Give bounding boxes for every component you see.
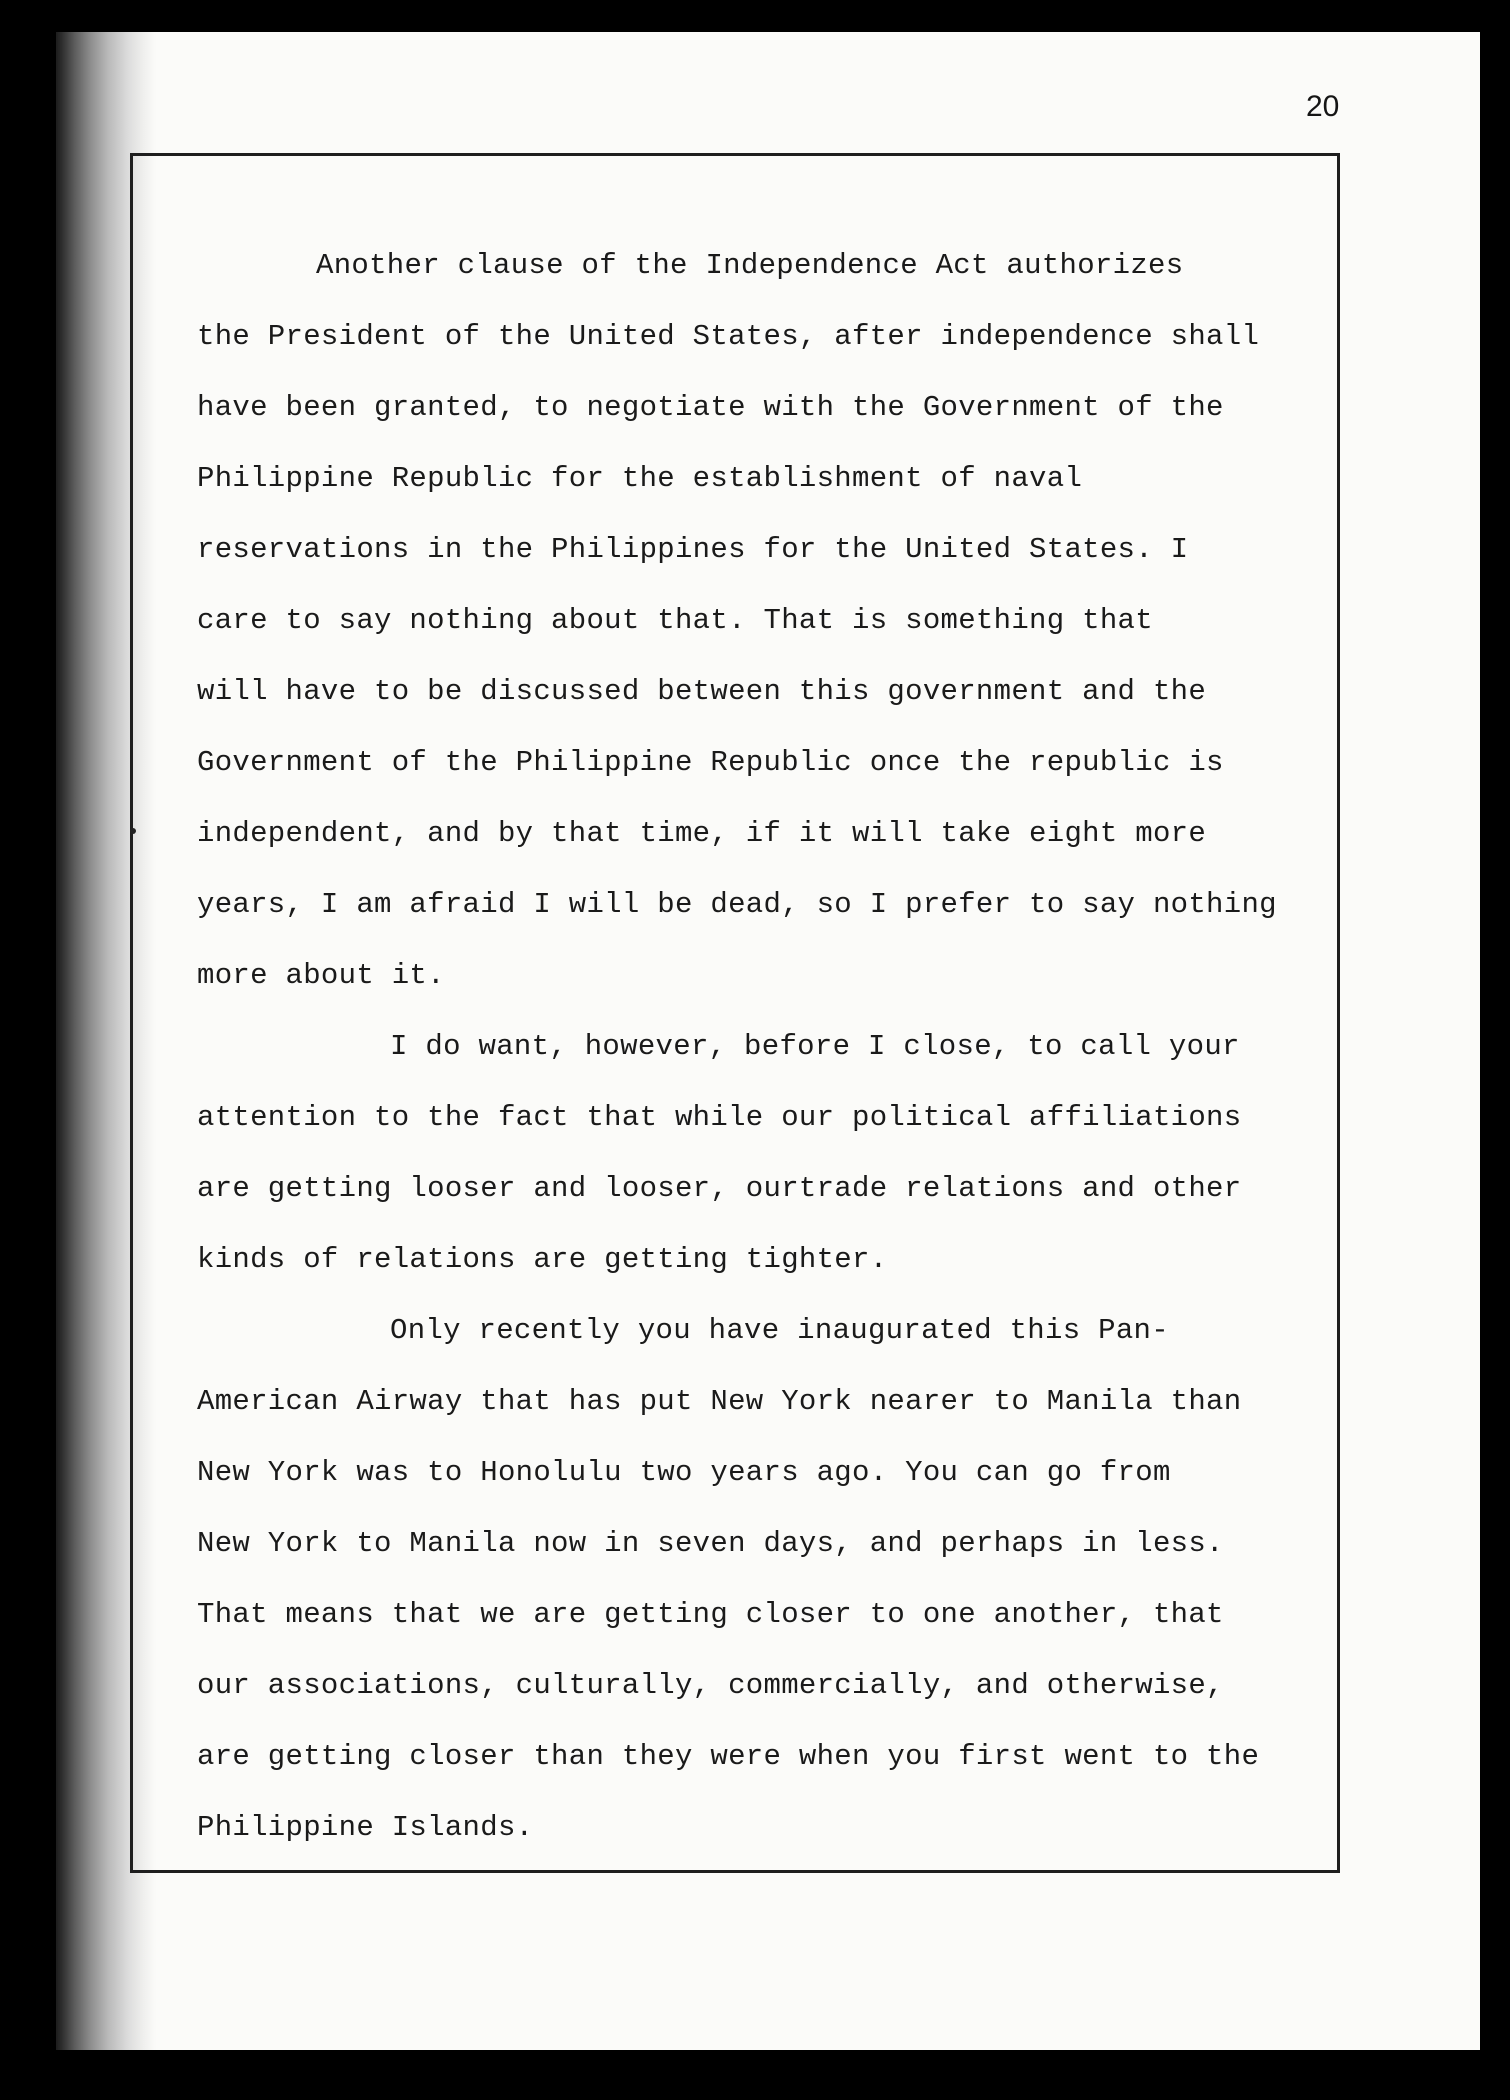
punch-mark [130, 828, 136, 834]
text-line: have been granted, to negotiate with the Government of the [197, 391, 1224, 424]
text-line: independent, and by that time, if it will take eight more [197, 817, 1207, 850]
text-line: attention to the fact that while our political affiliations [197, 1101, 1242, 1134]
text-line: are getting closer than they were when you first went to the [197, 1740, 1260, 1773]
text-line: are getting looser and looser, ourtrade relations and other [197, 1172, 1242, 1205]
text-line: That means that we are getting closer to one another, that [197, 1598, 1224, 1631]
text-line: more about it. [197, 959, 445, 992]
text-line: care to say nothing about that. That is something that [197, 604, 1153, 637]
text-line: will have to be discussed between this government and the [197, 675, 1207, 708]
paper-sheet [56, 32, 1480, 2050]
text-line: our associations, culturally, commercially, and otherwise, [197, 1669, 1224, 1702]
text-line: years, I am afraid I will be dead, so I prefer to say nothing [197, 888, 1277, 921]
text-line: Only recently you have inaugurated this Pan- [390, 1314, 1169, 1347]
text-line: New York was to Honolulu two years ago. You can go from [197, 1456, 1171, 1489]
text-line: Another clause of the Independence Act authorizes [316, 249, 1184, 282]
text-frame [130, 153, 1340, 1873]
page-number: 20 [1306, 90, 1340, 123]
text-line: the President of the United States, after independence shall [197, 320, 1260, 353]
text-line: I do want, however, before I close, to call your [390, 1030, 1240, 1063]
text-line: kinds of relations are getting tighter. [197, 1243, 888, 1276]
text-line: New York to Manila now in seven days, and perhaps in less. [197, 1527, 1224, 1560]
text-line: American Airway that has put New York nearer to Manila than [197, 1385, 1242, 1418]
body-text [133, 230, 1343, 1863]
text-line: reservations in the Philippines for the United States. I [197, 533, 1189, 566]
text-line: Philippine Republic for the establishment of naval [197, 462, 1083, 495]
text-line: Government of the Philippine Republic once the republic is [197, 746, 1224, 779]
text-line: Philippine Islands. [197, 1811, 534, 1844]
